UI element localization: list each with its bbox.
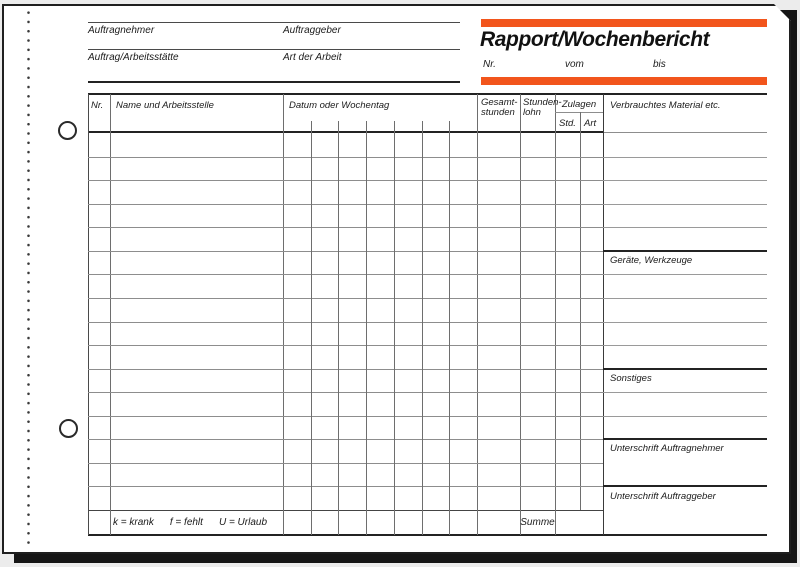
summe-label: Summe <box>520 517 555 528</box>
material-row-line <box>603 204 767 205</box>
table-row-line <box>88 369 603 370</box>
top-section-divider <box>88 81 460 83</box>
table-row-line <box>88 486 603 487</box>
header-stundenlohn-label: Stunden- lohn <box>523 97 562 118</box>
col-divider-stunden-zulagen <box>555 94 556 535</box>
material-row-line <box>603 227 767 228</box>
table-row-line <box>88 416 603 417</box>
table-row-line <box>88 298 603 299</box>
day-column-divider <box>311 121 312 535</box>
legend-label: k = krank f = fehlt U = Urlaub <box>113 517 268 528</box>
day-column-divider <box>338 121 339 535</box>
auftragnehmer-label: Auftragnehmer <box>88 25 155 36</box>
day-column-divider <box>366 121 367 535</box>
col-divider-std-art <box>580 112 581 510</box>
day-column-divider <box>394 121 395 535</box>
material-section-divider <box>603 368 767 370</box>
header-std-label: Std. <box>559 118 576 129</box>
header-art-label: Art <box>584 118 597 129</box>
material-section-divider <box>603 438 767 440</box>
zulagen-underline <box>555 112 603 113</box>
header-material-label: Verbrauchtes Material etc. <box>610 100 721 111</box>
field-line-1 <box>88 22 460 23</box>
masthead-vom-label: vom <box>565 59 584 70</box>
accent-bar-bottom <box>481 77 767 85</box>
summe-row-top-line <box>88 510 603 511</box>
section-sonstiges-label: Sonstiges <box>610 373 652 384</box>
material-row-line <box>603 392 767 393</box>
table-row-line <box>88 345 603 346</box>
perforation-dots <box>27 8 30 546</box>
material-row-line <box>603 416 767 417</box>
day-column-divider <box>422 121 423 535</box>
material-section-divider <box>603 250 767 252</box>
header-nr-label: Nr. <box>91 100 104 111</box>
table-header-bottom-border <box>88 131 603 133</box>
table-top-border <box>88 93 767 95</box>
day-column-divider <box>449 121 450 535</box>
table-row-line <box>88 439 603 440</box>
col-divider-nr-name <box>110 94 111 535</box>
header-name-label: Name und Arbeitsstelle <box>116 100 214 111</box>
material-header-row-line <box>603 132 767 133</box>
table-row-line <box>88 274 603 275</box>
material-row-line <box>603 322 767 323</box>
table-row-line <box>88 463 603 464</box>
table-row-line <box>88 204 603 205</box>
material-section-divider <box>603 485 767 487</box>
masthead-bis-label: bis <box>653 59 666 70</box>
punch-hole-bottom-icon <box>59 419 78 438</box>
col-divider-name-datum <box>283 94 284 535</box>
table-row-line <box>88 322 603 323</box>
field-line-2 <box>88 49 460 50</box>
header-zulagen-label: Zulagen <box>561 99 597 110</box>
material-row-line <box>603 180 767 181</box>
punch-hole-top-icon <box>58 121 77 140</box>
table-row-line <box>88 157 603 158</box>
table-row-line <box>88 180 603 181</box>
table-row-line <box>88 251 603 252</box>
col-divider-datum-gesamt <box>477 94 478 535</box>
section-unterschrift-auftragnehmer-label: Unterschrift Auftragnehmer <box>610 443 724 454</box>
header-datum-label: Datum oder Wochentag <box>289 100 390 111</box>
col-divider-zulagen-material <box>603 94 604 535</box>
section-geraete-label: Geräte, Werkzeuge <box>610 255 693 266</box>
masthead-nr-label: Nr. <box>483 59 496 70</box>
header-gesamtstunden-label: Gesamt- stunden <box>481 97 518 118</box>
material-row-line <box>603 157 767 158</box>
art-der-arbeit-label: Art der Arbeit <box>283 52 342 63</box>
table-row-line <box>88 392 603 393</box>
table-bottom-border <box>88 534 767 536</box>
auftrag-arbeitsstaette-label: Auftrag/Arbeitsstätte <box>88 52 179 63</box>
material-row-line <box>603 274 767 275</box>
material-row-line <box>603 345 767 346</box>
page-title: Rapport/Wochenbericht <box>480 28 710 51</box>
accent-bar-top <box>481 19 767 27</box>
material-row-line <box>603 298 767 299</box>
auftraggeber-label: Auftraggeber <box>283 25 341 36</box>
section-unterschrift-auftraggeber-label: Unterschrift Auftraggeber <box>610 491 716 502</box>
table-left-border <box>88 94 89 535</box>
table-row-line <box>88 227 603 228</box>
col-divider-gesamt-stunden <box>520 94 521 535</box>
